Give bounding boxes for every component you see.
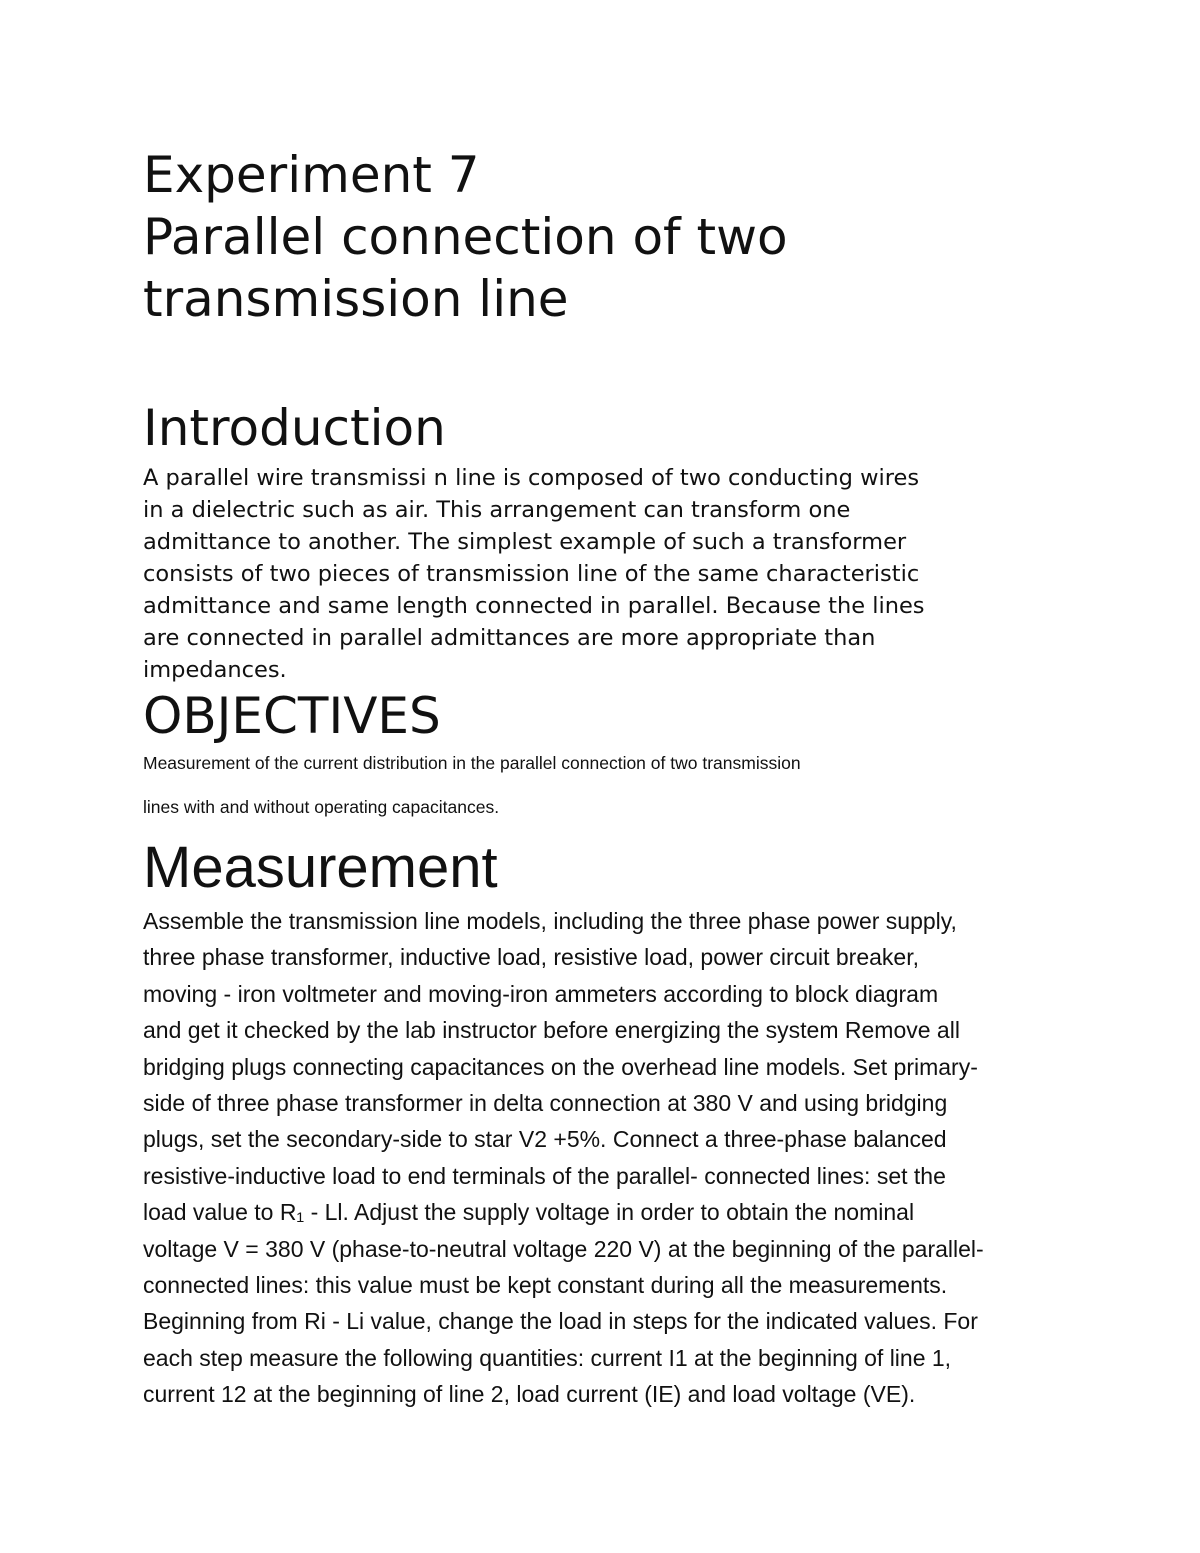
objectives-heading: OBJECTIVES xyxy=(143,687,441,745)
document-title xyxy=(143,144,1080,330)
title-line: Experiment 7 xyxy=(143,146,480,204)
paragraph-line: current 12 at the beginning of line 2, load current (IE) and load voltage (VE). xyxy=(143,1381,916,1408)
introduction-heading: Introduction xyxy=(143,399,446,457)
paragraph-line: each step measure the following quantities: current I1 at the beginning of line 1, xyxy=(143,1344,952,1371)
paragraph-line: load value to R₁ - Ll. Adjust the supply voltage in order to obtain the nominal xyxy=(143,1199,915,1226)
paragraph-line: three phase transformer, inductive load, resistive load, power circuit breaker, xyxy=(143,944,919,971)
title-line: Parallel connection of two xyxy=(143,208,788,266)
paragraph-line: bridging plugs connecting capacitances on the overhead line models. Set primary- xyxy=(143,1053,978,1080)
paragraph-line: voltage V = 380 V (phase-to-neutral voltage 220 V) at the beginning of the parallel- xyxy=(143,1235,984,1262)
paragraph-line: in a dielectric such as air. This arrangement can transform one xyxy=(143,497,851,523)
paragraph-line: resistive-inductive load to end terminals of the parallel- connected lines: set the xyxy=(143,1162,946,1189)
paragraph-line: Measurement of the current distribution in the parallel connection of two transmission xyxy=(143,753,801,773)
objectives-paragraph-continued xyxy=(143,796,1080,818)
paragraph-line: moving - iron voltmeter and moving-iron ammeters according to block diagram xyxy=(143,980,939,1007)
paragraph-line: side of three phase transformer in delta connection at 380 V and using bridging xyxy=(143,1090,948,1117)
measurement-paragraph xyxy=(143,903,1080,1413)
introduction-paragraph xyxy=(143,462,1080,686)
introduction-heading-block xyxy=(143,398,1080,458)
paragraph-line: and get it checked by the lab instructor before energizing the system Remove all xyxy=(143,1017,960,1044)
paragraph-line: Assemble the transmission line models, including the three phase power supply, xyxy=(143,908,957,934)
paragraph-line: consists of two pieces of transmission line of the same characteristic xyxy=(143,561,920,587)
paragraph-line: Beginning from Ri - Li value, change the load in steps for the indicated values. For xyxy=(143,1308,978,1335)
paragraph-line: connected lines: this value must be kept constant during all the measurements. xyxy=(143,1272,948,1299)
objectives-heading-block xyxy=(143,686,1080,746)
paragraph-line: plugs, set the secondary-side to star V2 +5%. Connect a three-phase balanced xyxy=(143,1126,947,1153)
paragraph-line: lines with and without operating capacitances. xyxy=(143,797,500,817)
measurement-heading: Measurement xyxy=(143,835,498,900)
title-line: transmission line xyxy=(143,270,569,328)
objectives-paragraph xyxy=(143,752,1080,774)
paragraph-line: admittance to another. The simplest example of such a transformer xyxy=(143,529,907,555)
paragraph-line: impedances. xyxy=(143,657,287,683)
paragraph-line: are connected in parallel admittances are more appropriate than xyxy=(143,625,876,651)
paragraph-line: admittance and same length connected in parallel. Because the lines xyxy=(143,593,925,619)
measurement-heading-block xyxy=(143,835,1080,900)
paragraph-line: A parallel wire transmissi n line is composed of two conducting wires xyxy=(143,465,920,491)
